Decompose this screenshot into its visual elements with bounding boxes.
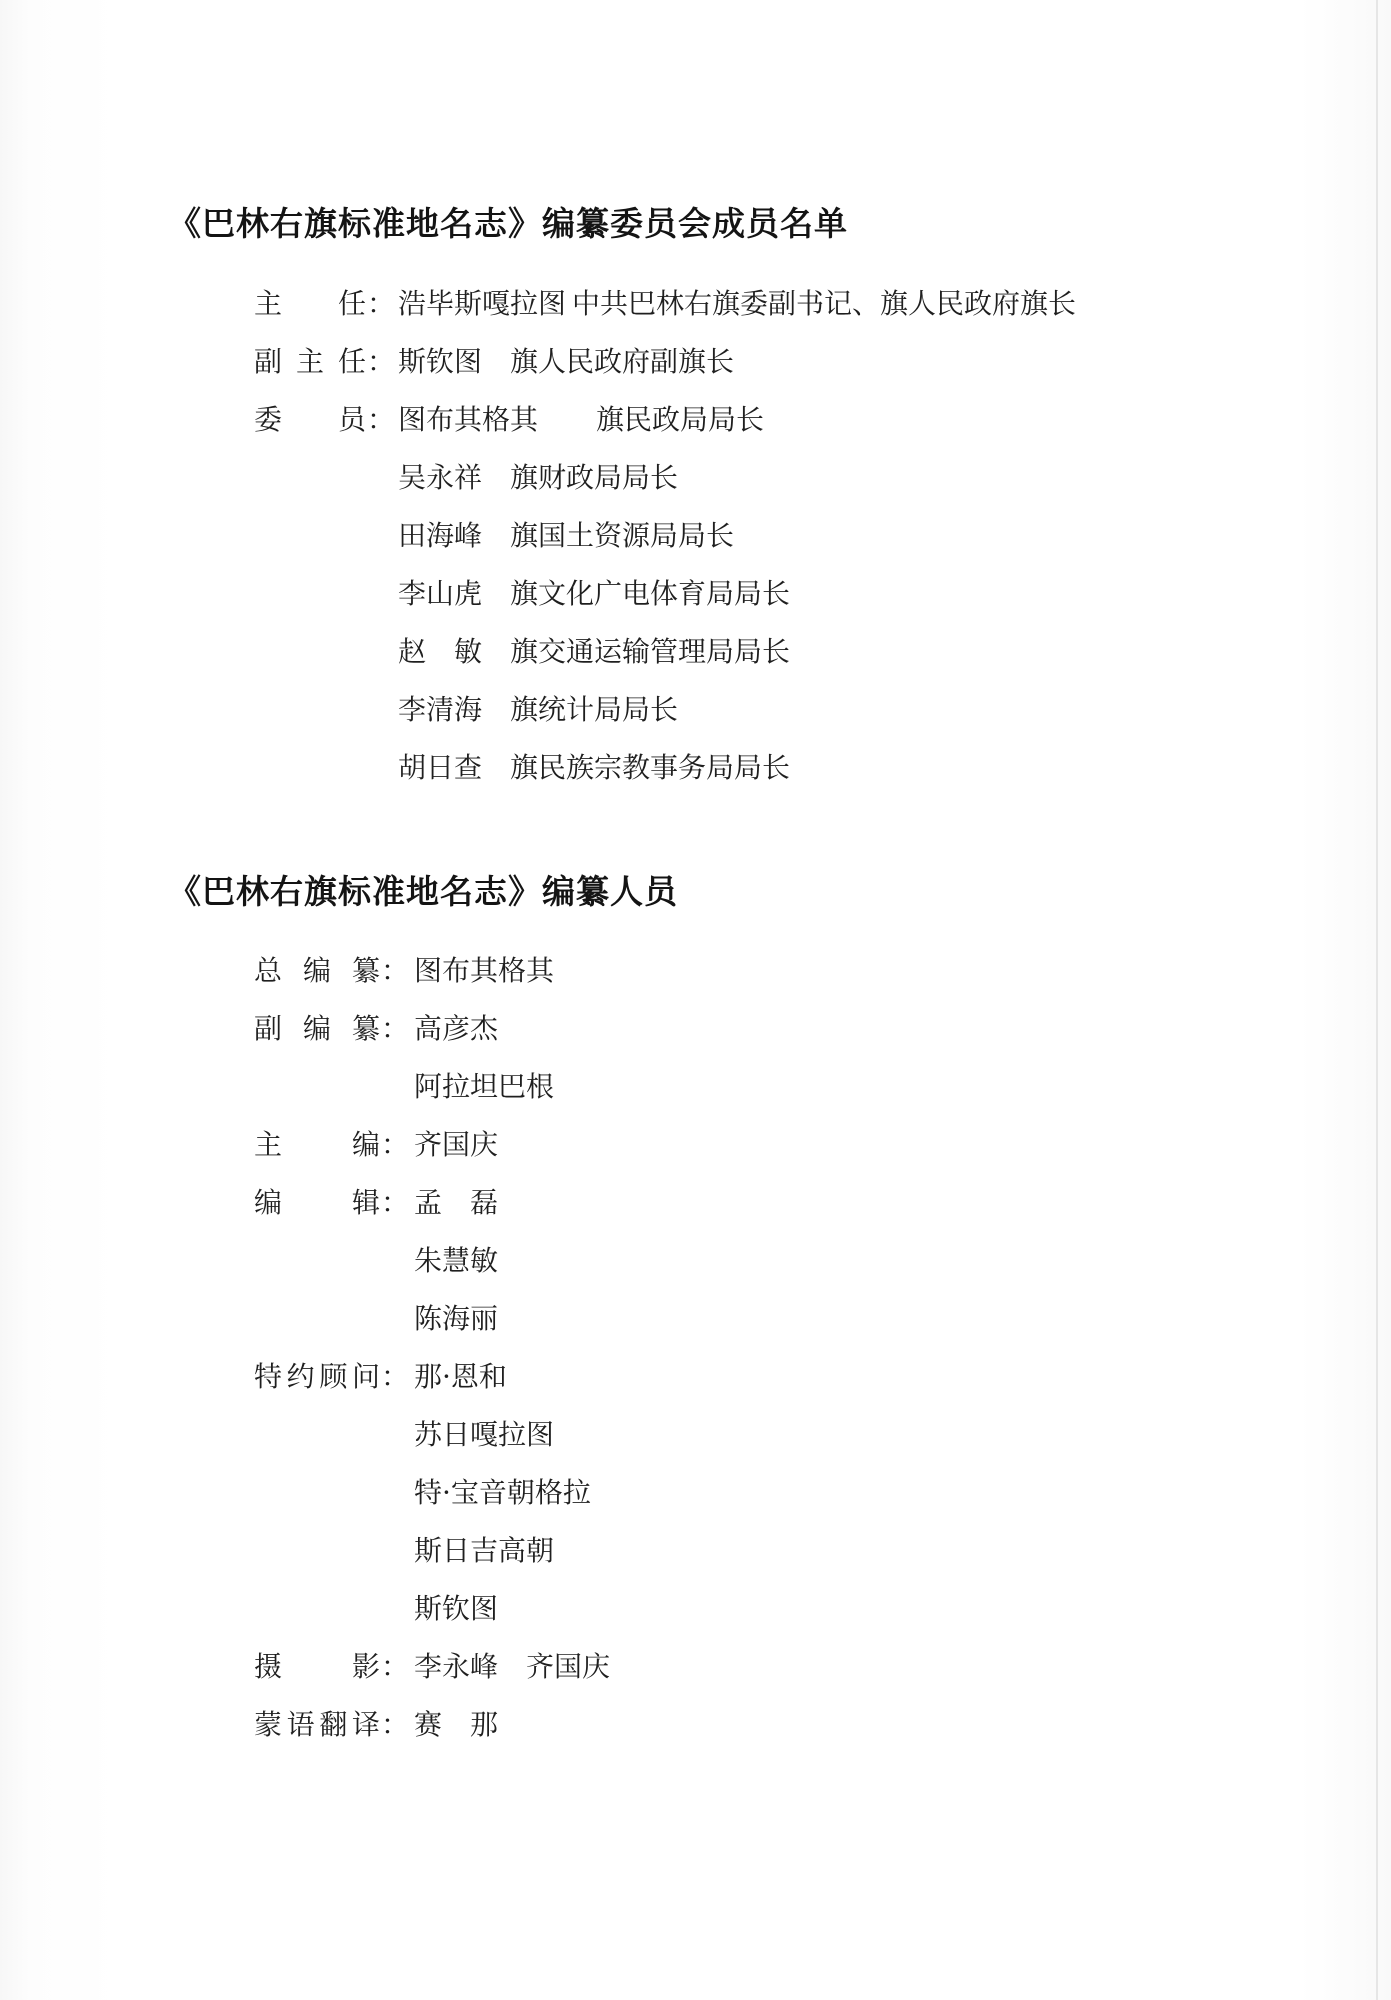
committee-position-title: 旗民政局局长 [596,403,765,436]
staff-person-name: 李永峰 齐国庆 [414,1650,611,1683]
staff-person-name: 那·恩和 [414,1360,507,1393]
committee-person-name: 李山虎 [398,577,483,610]
committee-person-name: 浩毕斯嘎拉图 [398,287,567,320]
label-colon: ： [367,403,396,436]
label-colon: ： [381,1708,410,1741]
label-colon: ： [381,1360,410,1393]
committee-position-title: 旗交通运输管理局局长 [510,635,791,668]
staff-person-name: 赛 那 [414,1708,499,1741]
label-colon: ： [381,1186,410,1219]
staff-role-label: 总 编 纂 [254,954,380,987]
staff-role-label: 摄 影 [254,1650,380,1683]
staff-role-label: 副 编 纂 [254,1012,380,1045]
committee-position-title: 旗统计局局长 [510,693,679,726]
committee-role-label: 委 员 [254,403,367,436]
staff-person-name: 阿拉坦巴根 [414,1070,555,1103]
staff-role-label: 主 编 [254,1128,380,1161]
staff-person-name: 齐国庆 [414,1128,499,1161]
staff-person-name: 图布其格其 [414,954,555,987]
committee-person-name: 胡日查 [398,751,483,784]
staff-person-name: 朱慧敏 [414,1244,499,1277]
committee-position-title: 中共巴林右旗委副书记、旗人民政府旗长 [572,287,1077,320]
committee-position-title: 旗民族宗教事务局局长 [510,751,791,784]
committee-role-label: 副 主 任 [254,345,366,378]
committee-person-name: 赵 敏 [398,635,483,668]
staff-person-name: 高彦杰 [414,1012,499,1045]
staff-person-name: 苏日嘎拉图 [414,1418,555,1451]
staff-section-title: 《巴林右旗标准地名志》编纂人员 [168,872,678,911]
staff-person-name: 陈海丽 [414,1302,499,1335]
page-edge [1376,0,1378,2000]
staff-person-name: 孟 磊 [414,1186,499,1219]
label-colon: ： [381,1650,410,1683]
staff-person-name: 斯钦图 [414,1592,499,1625]
committee-person-name: 李清海 [398,693,483,726]
staff-person-name: 特·宝音朝格拉 [414,1476,591,1509]
staff-role-label: 蒙语翻译 [254,1708,380,1741]
label-colon: ： [367,345,396,378]
committee-section-title: 《巴林右旗标准地名志》编纂委员会成员名单 [168,204,848,243]
staff-person-name: 斯日吉高朝 [414,1534,555,1567]
committee-person-name: 图布其格其 [398,403,539,436]
committee-position-title: 旗人民政府副旗长 [510,345,735,378]
staff-role-label: 编 辑 [254,1186,380,1219]
label-colon: ： [381,1128,410,1161]
committee-role-label: 主 任 [254,287,367,320]
committee-position-title: 旗财政局局长 [510,461,679,494]
staff-role-label: 特约顾问 [254,1360,380,1393]
label-colon: ： [381,954,410,987]
committee-person-name: 田海峰 [398,519,483,552]
committee-position-title: 旗国土资源局局长 [510,519,735,552]
committee-position-title: 旗文化广电体育局局长 [510,577,791,610]
label-colon: ： [381,1012,410,1045]
committee-person-name: 吴永祥 [398,461,483,494]
label-colon: ： [367,287,396,320]
committee-person-name: 斯钦图 [398,345,483,378]
